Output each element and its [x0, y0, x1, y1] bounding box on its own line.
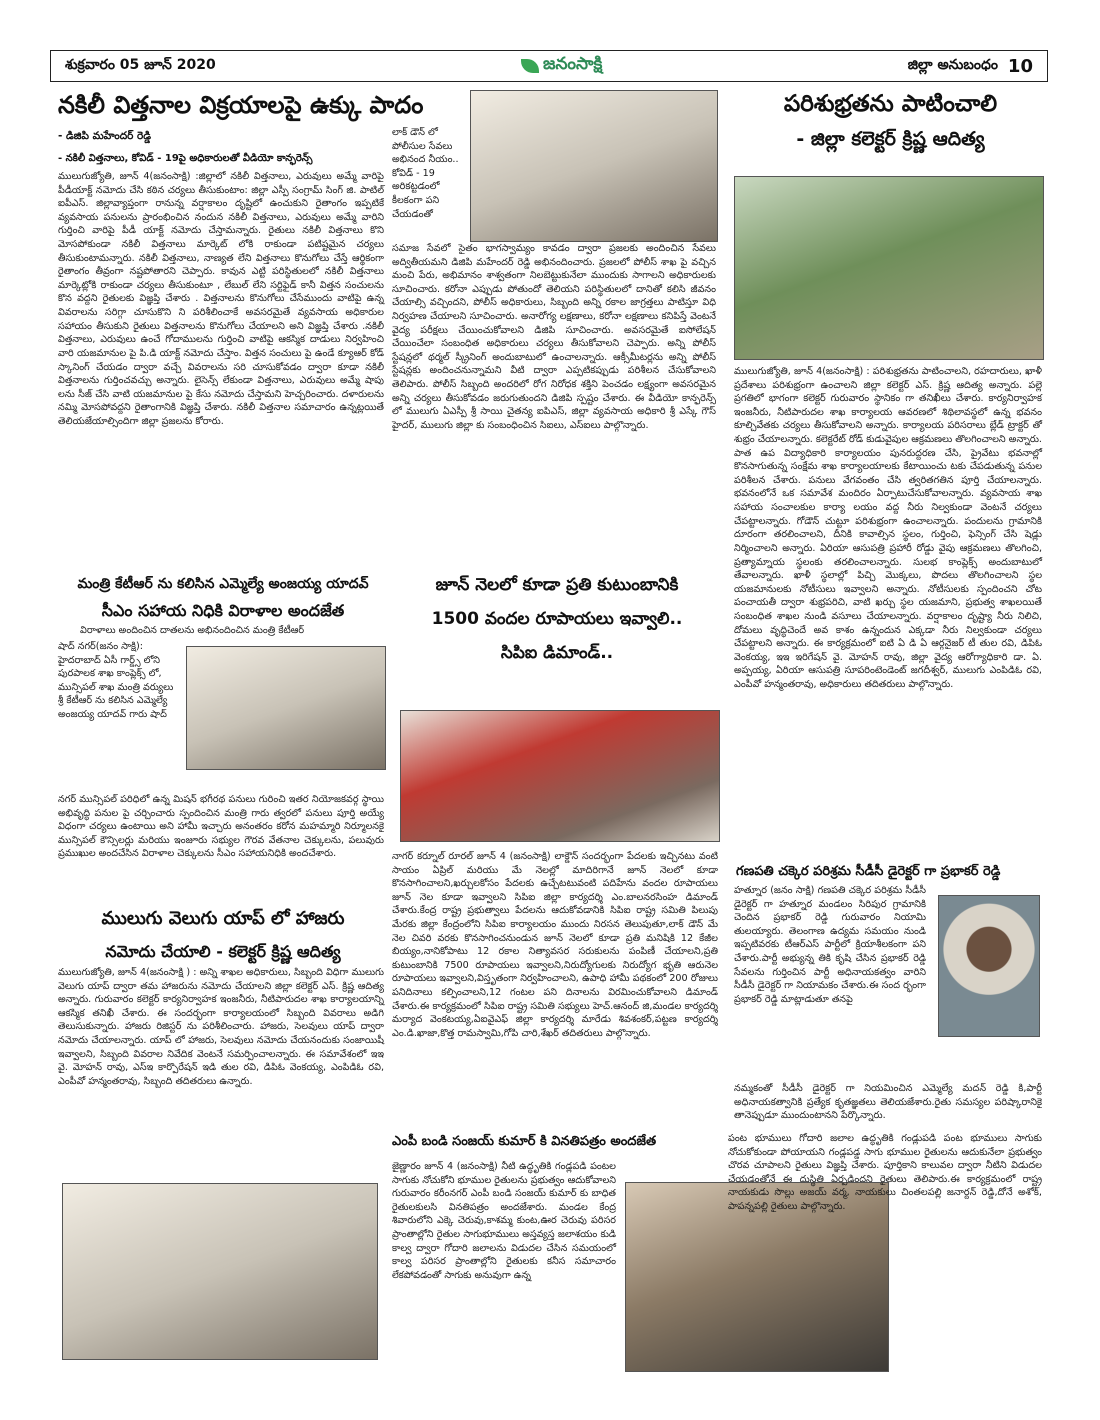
article7-continued-text: పంట భూములు గోదారి జలాల ఉద్ధృతికి గండ్లుపడి పంట భూములు సాగుకు నోచుకోకుండా పోయాయని గండ్లపడ్డ సాగు భూముల రైతులను ఆదుకునేలా ప్రభుత్వం చొరవ చూపాలని రైతులు విజ్ఞప్తి చేశారు. పూర్తికాని కాలువల ద్వారా నీటిని విడుదల చేయడంతోనే ఈ దుస్థితి ఏర్పడిందని రైతులు తెలిపారు.ఈ కార్యక్రమంలో రాష్ట్ర నాయకుడు సొల్లు అజయ్ వర్మ, నాయకులు చింతలపల్లి జనార్దన్ రెడ్డి,దోనే అశోక్, పాపన్నపల్లి రైతులు పాల్గొన్నారు. [728, 1133, 1042, 1213]
article5-headline: ములుగు వెలుగు యాప్ లో హాజరు [101, 908, 345, 929]
article3-headline: మంత్రి కేటీఆర్ ను కలిసిన ఎమ్మెల్యే అంజయ్య యాదవ్ [77, 576, 369, 592]
section-name: జిల్లా అనుబంధం [907, 56, 998, 73]
newspaper-logo [521, 54, 602, 78]
logo-text: జనంసాక్షి [543, 54, 603, 74]
article5-subheadline: నమోదు చేయాలి - కలెక్టర్ క్రిష్ణ ఆదిత్య [105, 942, 341, 961]
article6-side-text: హత్నూర (జనం సాక్షి) గణపతి చక్కెర పరిశ్రమ సీడీసీ డైరెక్టర్ గా హత్నూర మండలం సిరిపుర గ్రామానికి చెందిన ప్రభాకర్ రెడ్డి గురువారం నియామి తులయ్యారు. తెలంగాణ ఉద్యమ సమయం నుండి ఇప్పటివరకు టీఆర్ఎస్ పార్టీలో క్రియాశీలకంగా పని చేశారు.పార్టీ అభ్యున్న తికి కృషి చేసిన ప్రభాకర్ రెడ్డి సేవలను గుర్తించిన పార్టీ అధినాయకత్వం వారిని సీడీసీ డైరెక్టర్ గా నియామకం చేశారు.ఈ సంద ర్భంగా ప్రభాకర్ రెడ్డి మాట్లాడుతూ తనపై [734, 885, 926, 1005]
prabhakar-reddy-portrait [938, 895, 1040, 1037]
article1-subhead: - నకిలీ విత్తనాలు, కోవిడ్ - 19పై అధికారులతో వీడియో కాన్ఫరెన్స్ [58, 153, 313, 164]
office-inspection-photo [62, 1183, 378, 1360]
article4-headline-line3: సిపిఐ డిమాండ్.. [500, 643, 614, 663]
article6-headline: గణపతి చక్కెర పరిశ్రమ సీడీసీ డైరెక్టర్ గా ప్రభాకర్ రెడ్డి [736, 864, 1001, 879]
article3-subheadline: సీఎం సహాయ నిధికి విరాళాల అందజేత [101, 601, 345, 620]
article4-headline-line1: జూన్ నెలలో కూడా ప్రతి కుటుంబానికి [435, 575, 679, 595]
masthead-date: శుక్రవారం 05 జూన్ 2020 [65, 56, 216, 73]
article3-body: నగర్ మున్సిపల్ పరిధిలో ఉన్న మిషన్ భగీరథ పనులు గురించి ఇతర నియోజకవర్గ స్థాయి అభివృద్ధి పనుల పై చర్చించారు స్పందించిన మంత్రి గారు త్వరలో పనులు పూర్తి అయ్యే విధంగా చర్యలు ఉంటాయి అని హామీ ఇచ్చారు అనంతరం కరోన మహమ్మారి నిర్మూలనకై మున్సిపల్ కౌన్సిలర్లు మరియు ఇంజూరు సభ్యుల గౌరవ వేతనాల చెక్కులను, పలువురు ప్రముఖుల అందచేసిన విరాళాల చెక్కులను సీఎం సహాయనిధికి అందచేశారు. [58, 794, 384, 860]
article2-subheadline: - జిల్లా కలెక్టర్ క్రిష్ణ ఆదిత్య [796, 128, 985, 150]
masthead [50, 50, 1048, 82]
article2-body: ములుగుజ్యోతి, జూన్ 4(జనంసాక్షి) : పరిశుభ్రతను పాటించాలని, రహదారులు, ఖాళీ ప్రదేశాలు పరిశుభ్రంగా ఉంచాలని జిల్లా కలెక్టర్ ఎస్. క్రిష్ణ ఆదిత్య అన్నారు. పల్లె ప్రగతిలో భాగంగా కలెక్టర్ గురువారం స్థానికం గా తనిఖీలు చేశారు. కార్యనిర్వాహక ఇంజనీరు, నీటిపారుదల శాఖ కార్యాలయ ఆవరణలో శిథిలావస్థలో ఉన్న భవనం కూల్చివేతకు చర్యలు తీసుకోవాలని అన్నారు. కార్యాలయ పరిసరాలు బ్లేడ్ ట్రాక్టర్ తో శుభ్రం చేయాలన్నారు. కలెక్టరేట్ రోడ్ కుడువైపుల ఆక్రమణలు తొలగించాలని అన్నారు. పాత ఉప విద్యాధికారి కార్యాలయం పునరుద్దరణ చేసి, ప్రైవేటు భవనాల్లో కొనసాగుతున్న సంక్షేమ శాఖ కార్యాలయాలకు కేటాయించు టకు చేపడుతున్న పనుల పరిశీలన చేశారు. పనులు వేగవంతం చేసి త్వరితగతిన పూర్తి చేయాలన్నారు. భవనంలోనే ఒక సమావేశ మందిరం ఏర్పాటుచేసుకోవాలన్నారు. వ్యవసాయ శాఖ సహాయ సంచాలకుల కార్యా లయం వద్ద నీరు నిల్వకుండా వెంటనే చర్యలు చేపట్టాలన్నారు. గోడౌన్ చుట్టూ పరిశుభ్రంగా ఉంచాలన్నారు. పందులను గ్రామానికి దూరంగా తరలించాలని, దీనికి కావాల్సిన స్థలం, గుర్తించి, ఫెన్సింగ్ చేసి షెడ్లు నిర్మించాలని అన్నారు. ఏరియా ఆసుపత్రి ప్రహారీ రోడ్డు వైపు ఆక్రమణలు తొలగించి, ప్రత్యామ్నాయ స్థలంకు తరలించాలన్నారు. సులభ కాంప్లెక్స్ అందుబాటులో తేవాలన్నారు. ఖాళీ స్థలాల్లో పిచ్చి మొక్కలు, పొదలు తొలగించాలని స్థల యజమానులకు నోటీసులు ఇవ్వాలని అన్నారు. నోటీసులకు స్పందించని చోట పంచాయతీ ద్వారా శుభ్రపరిచి, వాటి ఖర్చు స్థల యజమాని, ప్రభుత్వ శాఖలయితే సంబంధిత శాఖల నుండి వసూలు చేయాలన్నారు. వర్షాకాలం దృష్ట్యా నీరు నిలిచి, దోమలు వృద్ధిచెందే అవ కాశం ఉన్నందున ఎక్కడా నీరు నిల్వకుండా చర్యలు చేపట్టాలని అన్నారు. ఈ కార్యక్రమంలో ఐటి ఏ డి ఏ ఆర్గనైజర్ టీ తుల రవి, డిపిఓ వెంకయ్య, ఇఇ ఇరిగేషన్ వై. మోహన్ రావు, జిల్లా వైద్య ఆరోగ్యాధికారి డా. ఏ. అప్పయ్య, ఏరియా ఆసుపత్రి సూపరింటెండెంట్ జగదీశ్వర్, ములుగు ఎంపిడిఓ రవి, ఎంపీవో హన్మంతరావు, అధికారులు తదితరులు పాల్గొన్నారు. [734, 366, 1042, 691]
article6-body: నమ్మకంతో సీడీసీ డైరెక్టర్ గా నియమించిన ఎమ్మెల్యే మదన్ రెడ్డి కి,పార్టీ అధినాయకత్వానికి ప్రత్యేక కృతజ్ఞతలు తెలియజేశారు.రైతు సమస్యల పరిష్కారానికై తానెప్పుడూ ముందుంటానని పేర్కొన్నారు. [734, 1083, 1042, 1122]
article1-body: ములుగుజ్యోతి, జూన్ 4(జనంసాక్షి) :జిల్లాలో నకిలీ విత్తనాలు, ఎరువులు అమ్మే వారిపై పీడీయాక్ట్ నమోదు చేసి కఠిన చర్యలు తీసుకుంటాం: జిల్లా ఎస్పీ సంగ్రామ్ సింగ్ జి. పాటిల్ ఐపీఎస్. జిల్లావ్యాప్తంగా రానున్న వర్షాకాలం దృష్టిలో ఉంచుకుని రైతాంగం ఇప్పటికే వ్యవసాయ పనులను ప్రారంభించిన నందున నకిలీ విత్తనాలు, ఎరువులు అమ్మే వారిని గుర్తించి వారిపై పీడీ యాక్ట్ నమోదు చేస్తామన్నారు. రైతులు నకిలీ విత్తనాలు కొని మోసపోకుండా నకిలీ విత్తనాలు మార్కెట్ లోకి రాకుండా పటిష్టమైన చర్యలు తీసుకుంటామన్నారు. నకిలీ విత్తనాలు, నాణ్యత లేని విత్తనాలు కొనుగోలు చేస్తే ఆర్థికంగా రైతాంగం తీవ్రంగా నష్టపోతారని చెప్పారు. కావున ఎట్టి పరిస్థితులలో నకిలీ విత్తనాలు మార్కెట్లోకి రాకుండా చర్యలు తీసుకుంటూ , లేబుల్ లేని సర్టిఫైడ్ కానీ విత్తన సంచులను కొన వద్దని రైతులకు విజ్ఞప్తి చేశారు . విత్తనాలను కొనుగోలు చేసేముందు వాటిపై ఉన్న వివరాలను సరిగ్గా చూసుకొని ని పరిశీలించాకే అవసరమైతే వ్యవసాయ అధికారుల సహాయం తీసుకుని రైతులు విత్తనాలను కొనుగోలు చేయాలని అని విజ్ఞప్తి చేశారు .నకిలీ విత్తనాలు, ఎరువులు ఉంచే గోదాములను గుర్తించి వాటిపై ఆకస్మిక దాడులు నిర్వహించి వారి యజమానుల పై పి.డి యాక్ట్ నమోదు చేస్తాం. విత్తన సంచులు పై ఉండే క్యూఆర్ కోడ్ స్కానింగ్ చేయడం ద్వారా వచ్చే వివరాలను సరి చూసుకోవడం ద్వారా కూడా నకిలీ విత్తనాలను గుర్తించవచ్చు అన్నారు. లైసెన్స్ లేకుండా విత్తనాలు, ఎరువులు అమ్మే షాపు లను సీజ్ చేసి వాటి యజమానుల పై కేసు నమోదు చేస్తామని హెచ్చరించారు. దళారులను నమ్మి మోసపోవద్దని రైతాంగానికి విజ్ఞప్తి చేశారు. నకిలీ విత్తనాల సమాచారం ఉన్నట్లయితే తెలియజేయాల్సిందిగా జిల్లా ప్రజలను కోరారు. [58, 171, 384, 427]
leaf-icon [521, 59, 539, 73]
article7-body: జైణ్ణారం జూన్ 4 (జనంసాక్షి) నీటి ఉద్ధృతికి గండ్లపడి పంటల సాగుకు నోచుకోని భూముల రైతులను ప్రభుత్వం ఆదుకోవాలని గురువారం కరీంనగర్ ఎంపీ బండి సంజయ్ కుమార్ కు బాధిత రైతులకులసి వినతిపత్రం అందజేశారు. మండల కేంద్ర శివారులోని ఎక్కె చెరువు,కాశమ్మ కుంట,ఊర చెరువు పరిసర ప్రాంతాల్లోని రైతుల సాగుభూములు అస్తవ్యస్త జలాశయం కుడి కాల్వ ద్వారా గోదారి జలాలను విడుదల చేసిన సమయంలో కాల్వ పరిసర ప్రాంతాల్లోని రైతులకు కనీస సమాచారం లేకపోవడంతో సాగుకు అనువుగా ఉన్న [392, 1161, 616, 1281]
video-conference-photo [470, 90, 718, 242]
collector-inspection-photo [734, 176, 1044, 360]
article4-body: నాగర్ కర్నూల్ రూరల్ జూన్ 4 (జనంసాక్షి) లాక్డౌన్ సందర్భంగా పేదలకు ఇచ్చినటు వంటి సాయం ఏప్రిల్ మరియు మే నెలల్లో మాదిరిగానే జూన్ నెలలో కూడా కొనసాగించాలని,ఖర్చులకోసం పేదలకు ఉచ్చేటటువంటి పదిహేను వందల రూపాయలు జూన్ నెల కూడా ఇవ్వాలని సిపిఐ జిల్లా కార్యదర్శి ఎం.బాలనరసింహ డిమాండ్ చేశారు.కేంద్ర రాష్ట్ర ప్రభుత్వాలు పేదలను ఆదుకోవడానికి సిపిఐ రాష్ట్ర సమితి పిలుపు మేరకు జిల్లా కేంద్రంలోని సిపిఐ కార్యాలయం ముందు నిరసన తెలుపుతూ,లాక్ డౌన్ మే నెల చివరి వరకు కొనసాగించనుండున జూన్ నెలలో కూడా ప్రతి మనిషికి 12 కేజీల బియ్యం,నానికోపాటు 12 రకాల నిత్యావసర సరుకులను పంపిణీ చేయాలని,ప్రతి కుటుంబానికి 7500 రూపాయలు ఇవ్వాలని,నిరుద్యోగులకు నిరుద్యోగ భృతి ఆరునెల రూపాయలు ఇవ్వాలని,విస్తృతంగా నిర్వహించాలని, ఉపాధి హామీ పథకంలో 200 రోజులు పనిదినాలు కల్పించాలని,12 గంటల పని దినాలను విరమించుకోవాలని డిమాండ్ చేశారు.ఈ కార్యక్రమంలో సిపిఐ రాష్ట్ర సమితి సభ్యులు హెచ్.ఆనంద్ జి,మండల కార్యదర్శి మర్యాద వెంకటయ్య,ఏఐవైఎఫ్ జిల్లా కార్యదర్శి మారేడు శివశంకర్,పట్టణ కార్యదర్శి ఎం.డి.ఖాజా,కొత్త రామస్వామి,గోపి చారి,శేఖర్ తదితరులు పాల్గొన్నారు. [392, 851, 718, 1039]
ktr-meeting-photo [186, 646, 386, 770]
article1-side-text: లాక్ డౌన్ లో పోలీసుల సేవలు అభినంద నీయం.. కోవిడ్ - 19 అరికట్టడంలో కీలకంగా పని చేయడంతో [392, 127, 459, 220]
article4-headline-line2: 1500 వందల రూపాయలు ఇవ్వాలి.. [431, 609, 683, 629]
article1-byline: - డిజిపి మహేందర్ రెడ్డి [58, 130, 152, 142]
masthead-section [908, 56, 1033, 77]
article2-headline: పరిశుభ్రతను పాటించాలి [783, 91, 998, 117]
article7-headline: ఎంపీ బండి సంజయ్ కుమార్ కి వినతిపత్రం అందజేత [392, 1134, 657, 1149]
article5-body: ములుగుజ్యోతి, జూన్ 4(జనంసాక్షి ) : అన్ని శాఖల అధికారులు, సిబ్బంది విధిగా ములుగు వెలుగు యాప్ ద్వారా తమ హాజరును నమోదు చేయాలని జిల్లా కలెక్టర్ ఎస్. క్రిష్ణ ఆదిత్య అన్నారు. గురువారం కలెక్టర్ కార్యనిర్వాహక ఇంజనీరు, నీటిపారుదల శాఖ కార్యాలయాన్ని ఆకస్మిక తనిఖీ చేశారు. ఈ సందర్భంగా కార్యాలయంలో సిబ్బంది వివరాలు అడిగి తెలుసుకున్నారు. హాజరు రిజిస్టర్ ను పరిశీలించారు. హాజరు, సెలవులు యాప్ ద్వారా నమోదు చేయాలన్నారు. యాప్ లో హాజరు, సెలవులు నమోదు చేయనందుకు సంజాయిషీ ఇవ్వాలని, సిబ్బంది వివరాల నివేదిక వెంటనే సమర్పించాలన్నారు. ఈ సమావేశంలో ఇఇ వై. మోహన్ రావు, ఎస్ఇ కార్పొరేషన్ ఇడి తుల రవి, డిపిఓ వెంకయ్య, ఎంపిడిఓ రవి, ఎంపీవో హన్మంతరావు, సిబ్బంది తదితరులు ఉన్నారు. [58, 967, 384, 1087]
article1-col2-body: సమాజ సేవలో సైతం భాగస్వామ్యం కావడం ద్వారా ప్రజలకు అందించిన సేవలు అద్వితీయమని డిజిపి మహేందర్ రెడ్డి అభినందించారు. ప్రజలలో పోలీస్ శాఖ పై వచ్చిన మంచి పేరు, అభిమానం శాశ్వతంగా నిలబెట్టుకునేలా ముందుకు సాగాలని అధికారులకు సూచించారు. కరోనా ఎప్పుడు పోతుందో తెలియని పరిస్థితులలో దానితో కలిసి జీవనం చేయాల్సి వచ్చిందని, పోలీస్ అధికారులు, సిబ్బంది అన్ని రకాల జాగ్రత్తలు పాటిస్తూ విధి నిర్వహణ చేయాలని సూచించారు. అనారోగ్య లక్షణాలు, కరోనా లక్షణాలు కనిపిస్తే వెంటనే వైద్య పరీక్షలు చేయించుకోవాలని డిజిపి సూచించారు. అవసరమైతే ఐసోలేషన్ చేయించేలా సంబంధిత అధికారులు చర్యలు తీసుకోవాలని చెప్పారు. అన్ని పోలీస్ స్టేషన్లలో థర్మల్ స్క్రీనింగ్ అందుబాటులో ఉంచాలన్నారు. ఆక్సీమీటర్లను అన్ని పోలీస్ స్టేషన్లకు అందించనున్నామని వీటి ద్వారా ఎప్పటికప్పుడు పరిశీలన చేసుకోవాలని తెలిపారు. పోలీస్ సిబ్బంది అందరిలో రోగ నిరోధక శక్తిని పెంచడం లక్ష్యంగా అవసరమైన అన్ని చర్యలు తీసుకోవడం జరుగుతుందని డిజిపి స్పష్టం చేశారు. ఈ వీడియో కాన్ఫరెన్స్ లో ములుగు ఏఎస్పీ శ్రీ సాయి చైతన్య ఐపిఎస్, జిల్లా వ్యవసాయ అధికారి శ్రీ ఎస్కే గౌస్ హైదర్, ములుగు జిల్లా కు సంబంధించిన సిఐలు, ఎస్ఐలు పాల్గొన్నారు. [392, 243, 716, 431]
article3-subhead: విరాళాలు అందించిన దాతలను అభినందించిన మంత్రి కేటీఆర్ [80, 625, 305, 636]
article1-headline: నకిలీ విత్తనాల విక్రయాలపై ఉక్కు పాదం [58, 91, 424, 119]
cpi-protest-photo [400, 710, 720, 842]
article3-side-text: షాద్ నగర్(జనం సాక్షి): హైదరాబాద్ ఏసీ గార్డ్స్ లోని పురపాలక శాఖ కాంప్లెక్స్ లో, మున్సిపల్ శాఖ మంత్రి వర్యులు శ్రీ కేటీఆర్ ను కలిసిన ఎమ్మెల్యే అంజయ్య యాదవ్ గారు షాద్ [58, 641, 174, 721]
page-number: 10 [1007, 55, 1033, 77]
article7-continued-top [728, 1132, 1042, 1213]
